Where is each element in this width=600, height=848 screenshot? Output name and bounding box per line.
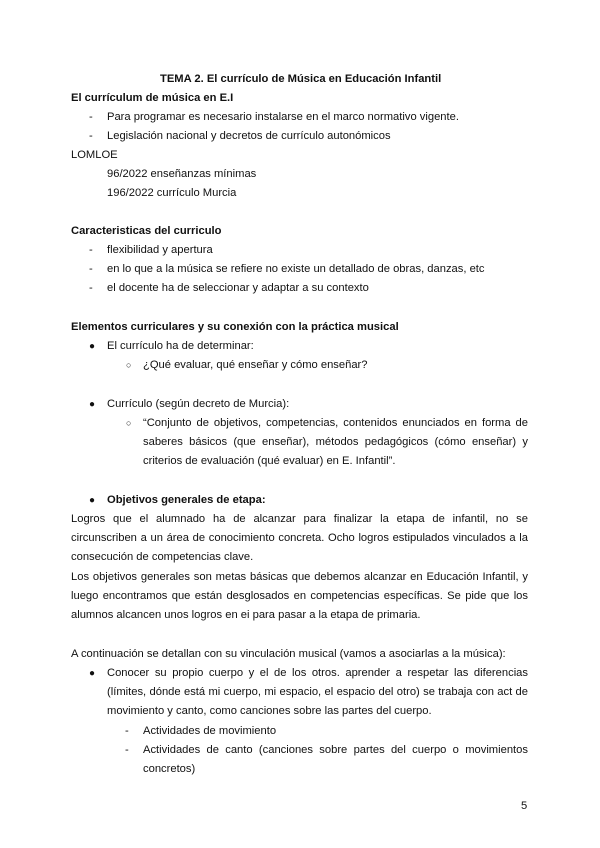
dash-marker: - [89,263,93,275]
dash-marker: - [125,725,129,737]
bullet-item: Currículo (según decreto de Murcia): [107,398,290,410]
dash-marker: - [89,244,93,256]
bullet-marker: ● [89,495,96,506]
circle-marker: ○ [126,418,132,428]
section-heading-characteristics: Caracteristicas del curriculo [71,225,222,237]
bullet-marker: ● [89,341,96,352]
paragraph: A continuación se detallan con su vinculación musical (vamos a asociarlas a la música): [71,648,506,660]
bullet-marker: ● [89,399,96,410]
dash-marker: - [89,130,93,142]
bullet-paragraph: Conocer su propio cuerpo y el de los otros. aprender a respetar las diferencias (límites, dónde está mi cuerpo, mi espacio, el espacio del otro) se trabaja con act de movimiento y canto, como canciones sobre las partes del cuerpo. [107,667,528,718]
law-label: LOMLOE [71,149,118,161]
sub-bullet-paragraph: “Conjunto de objetivos, competencias, contenidos enunciados en forma de saberes básicos (que enseñar), métodos pedagógicos (cómo enseñar) y criterios de evaluación (qué evaluar) en E. Infantil”. [143,417,528,468]
document-title: TEMA 2. El currículo de Música en Educación Infantil [160,73,442,85]
dash-marker: - [89,282,93,294]
bullet-item-heading: Objetivos generales de etapa: [107,494,266,506]
list-item: Legislación nacional y decretos de currículo autonómicos [107,130,391,142]
dash-marker: - [125,744,129,756]
paragraph: Logros que el alumnado ha de alcanzar para finalizar la etapa de infantil, no se circunscriben a un área de conocimiento concreta. Ocho logros estipulados vinculados a la consecución de competencias clave. [71,513,528,564]
list-item-paragraph: Actividades de canto (canciones sobre partes del cuerpo o movimientos concretos) [143,744,528,776]
section-heading-curriculum: El currículum de música en E.I [71,92,234,104]
bullet-marker: ● [89,668,96,679]
list-item: Actividades de movimiento [143,725,277,737]
list-item: en lo que a la música se refiere no existe un detallado de obras, danzas, etc [107,263,485,275]
section-heading-curricular-elements: Elementos curriculares y su conexión con la práctica musical [71,321,399,333]
sub-bullet-item: ¿Qué evaluar, qué enseñar y cómo enseñar? [143,359,368,371]
dash-marker: - [89,111,93,123]
list-item: el docente ha de seleccionar y adaptar a su contexto [107,282,369,294]
law-item: 96/2022 enseñanzas mínimas [107,168,257,180]
list-item: flexibilidad y apertura [107,244,213,256]
law-item: 196/2022 currículo Murcia [107,187,237,199]
bullet-item: El currículo ha de determinar: [107,340,254,352]
page-number: 5 [521,800,528,812]
paragraph: Los objetivos generales son metas básicas que debemos alcanzar en Educación Infantil, y luego encontramos que están desglosados en competencias específicas. Se pide que los alumnos alcancen unos logros en ei para pasar a la etapa de primaria. [71,571,528,622]
list-item: Para programar es necesario instalarse en el marco normativo vigente. [107,111,459,123]
circle-marker: ○ [126,360,132,370]
